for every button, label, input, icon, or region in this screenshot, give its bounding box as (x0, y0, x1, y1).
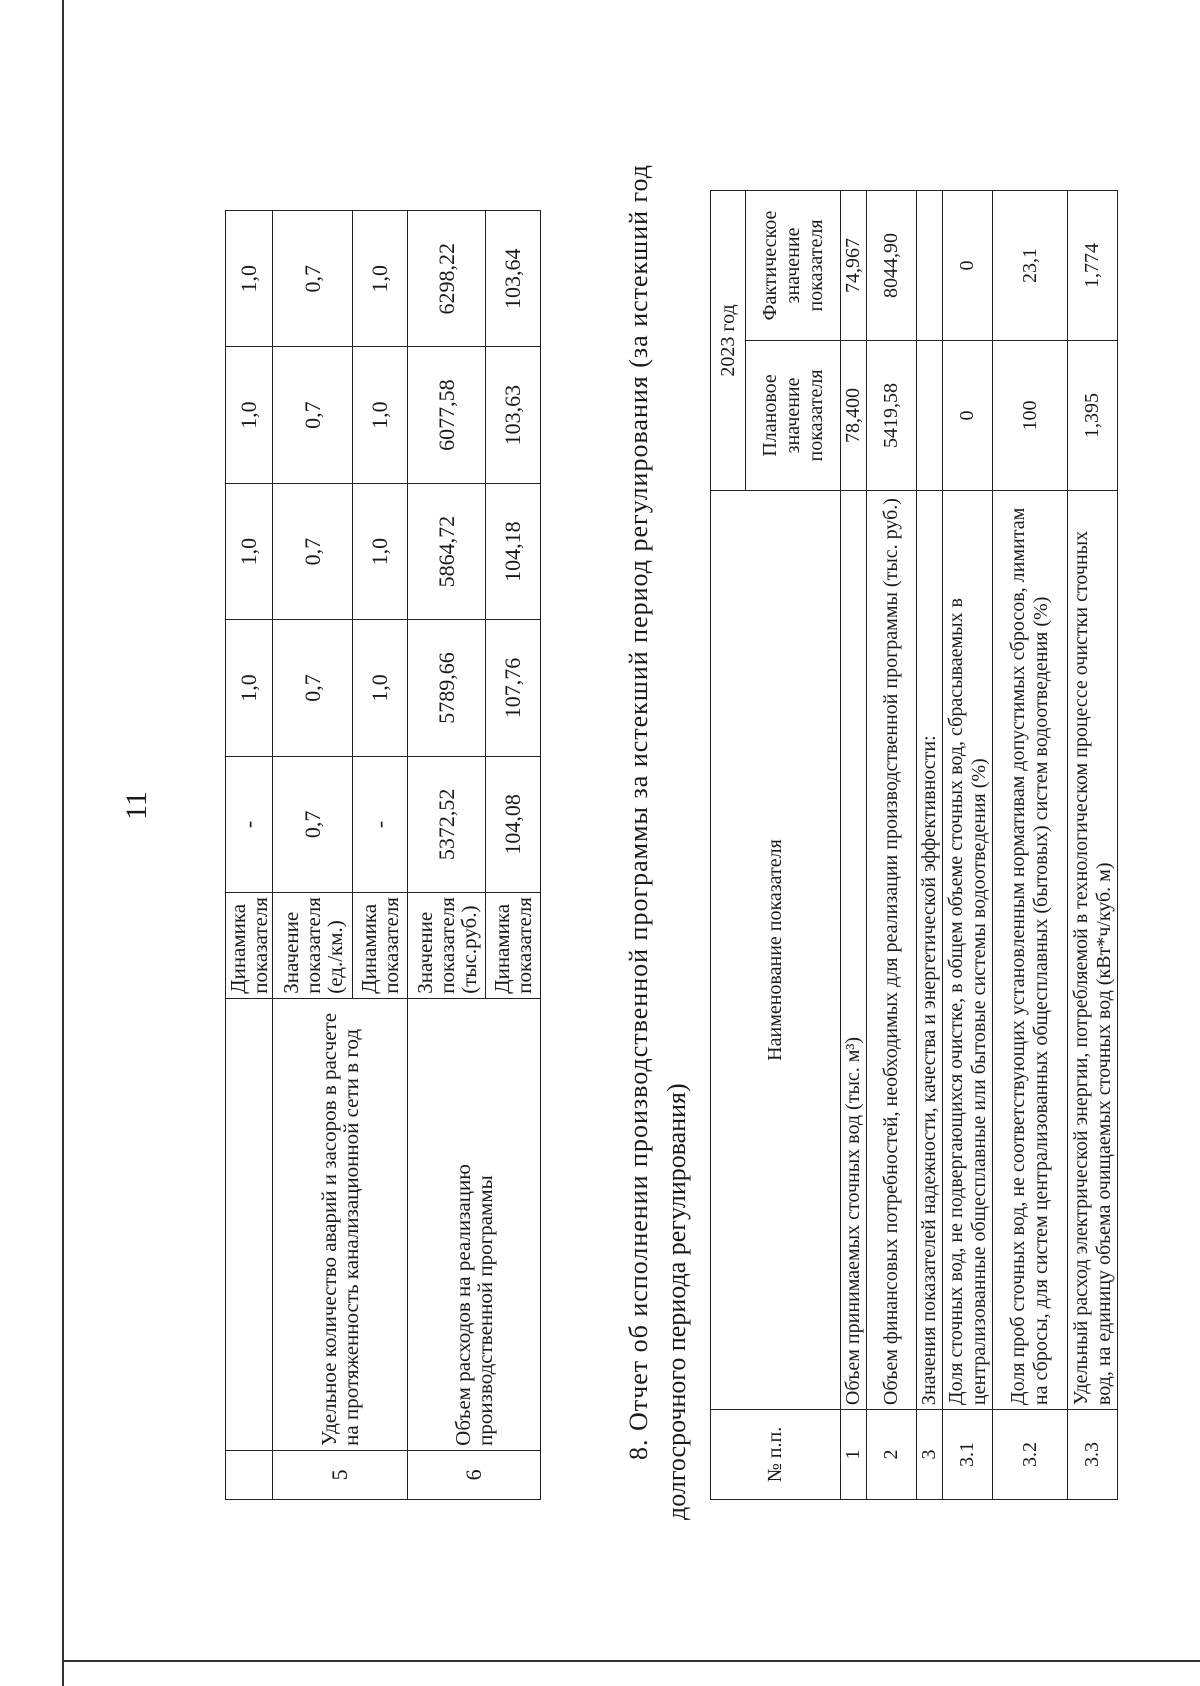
value-cell: 1,0 (353, 483, 408, 619)
value-cell: 0,7 (273, 211, 353, 347)
value-cell: 6077,58 (408, 347, 486, 483)
table-row (226, 211, 273, 1500)
value-cell: 5372,52 (408, 756, 486, 892)
indicator-name: Доля проб сточных вод, не соответствующих установленным нормативам допустимых сбросов, лимитам на сбросы, для систем централизованных общесплавных (бытовых) систем водоотведения (%) (993, 490, 1068, 1409)
value-cell: 0,7 (273, 347, 353, 483)
column-header-fact: Фактическое значение показателя (746, 191, 841, 341)
value-cell: 5789,66 (408, 620, 486, 756)
indicator-name: Удельный расход электрической энергии, потребляемой в технологическом процессе очистки сточных вод, на единицу объема очищаемых сточных вод (кВт*ч/куб. м) (1068, 490, 1118, 1409)
table-row (917, 191, 943, 1500)
value-cell: 104,08 (486, 756, 541, 892)
value-cell: 104,18 (486, 483, 541, 619)
plan-value (917, 340, 943, 490)
page-number: 11 (120, 791, 153, 820)
row-number: 3 (917, 1410, 943, 1500)
metric-label: Динамика показателя (486, 893, 541, 999)
value-cell: 1,0 (226, 620, 273, 756)
row-number: 3.1 (943, 1410, 993, 1500)
fact-value: 1,774 (1068, 191, 1118, 341)
value-cell: - (226, 756, 273, 892)
column-header-year: 2023 год (711, 191, 746, 491)
value-cell: 1,0 (353, 211, 408, 347)
value-cell: 5864,72 (408, 483, 486, 619)
fact-value: 74,967 (841, 191, 867, 341)
value-cell: 103,64 (486, 211, 541, 347)
value-cell: 1,0 (226, 347, 273, 483)
column-header-plan: Плановое значение показателя (746, 340, 841, 490)
column-header-number: № п.п. (711, 1410, 841, 1500)
plan-value: 5419,58 (867, 340, 917, 490)
table-row (993, 191, 1068, 1500)
value-cell: 1,0 (226, 483, 273, 619)
row-number: 3.3 (1068, 1410, 1118, 1500)
section-heading (620, 160, 695, 1520)
metric-label: Динамика показателя (353, 893, 408, 999)
indicator-name (226, 998, 273, 1450)
value-cell: 107,76 (486, 620, 541, 756)
table-row (841, 191, 867, 1500)
row-number (226, 1450, 273, 1499)
value-cell: 0,7 (273, 756, 353, 892)
table-row (1068, 191, 1118, 1500)
fact-value: 0 (943, 191, 993, 341)
row-number: 1 (841, 1410, 867, 1500)
plan-value: 100 (993, 340, 1068, 490)
section-heading-line2: долгосрочного периода регулирования) (661, 1083, 691, 1520)
plan-value: 1,395 (1068, 340, 1118, 490)
plan-value: 78,400 (841, 340, 867, 490)
value-cell: 6298,22 (408, 211, 486, 347)
plan-value: 0 (943, 340, 993, 490)
program-report-table (710, 190, 1118, 1500)
value-cell: 0,7 (273, 620, 353, 756)
indicator-name: Удельное количество аварий и засоров в расчете на протяженность канализационной сети в год (273, 998, 408, 1450)
indicator-name: Доля сточных вод, не подвергающихся очистке, в общем объеме сточных вод, сбрасываемых в централизованные общесплавные или бытовые системы водоотведения (%) (943, 490, 993, 1409)
value-cell: 1,0 (353, 620, 408, 756)
row-number: 2 (867, 1410, 917, 1500)
indicator-name: Объем финансовых потребностей, необходимых для реализации производственной программы (тыс. руб.) (867, 490, 917, 1409)
metric-label: Динамика показателя (226, 893, 273, 999)
value-cell: 0,7 (273, 483, 353, 619)
row-number: 5 (273, 1450, 408, 1499)
scan-edge-bottom (62, 1660, 1200, 1662)
value-cell: 1,0 (226, 211, 273, 347)
indicator-name: Значения показателей надежности, качества и энергетической эффективности: (917, 490, 943, 1409)
column-header-name: Наименование показателя (711, 490, 841, 1409)
fact-value: 8044,90 (867, 191, 917, 341)
metric-label: Значение показателя (ед./км.) (273, 893, 353, 999)
table-row (408, 211, 486, 1500)
value-cell: 1,0 (353, 347, 408, 483)
table-header-row (711, 191, 746, 1500)
value-cell: - (353, 756, 408, 892)
rotated-page-content (20, 80, 1180, 1640)
indicator-name: Объем принимаемых сточных вод (тыс. м³) (841, 490, 867, 1409)
fact-value (917, 191, 943, 341)
row-number: 3.2 (993, 1410, 1068, 1500)
metric-label: Значение показателя (тыс.руб.) (408, 893, 486, 999)
table-row (273, 211, 353, 1500)
indicator-name: Объем расходов на реализацию производственной программы (408, 998, 541, 1450)
row-number: 6 (408, 1450, 541, 1499)
value-cell: 103,63 (486, 347, 541, 483)
table-row (943, 191, 993, 1500)
section-heading-line1: 8. Отчет об исполнении производственной программы за истекший период регулирования (за истекший год (624, 163, 653, 1460)
table-row (867, 191, 917, 1500)
fact-value: 23,1 (993, 191, 1068, 341)
indicators-table (225, 210, 541, 1500)
